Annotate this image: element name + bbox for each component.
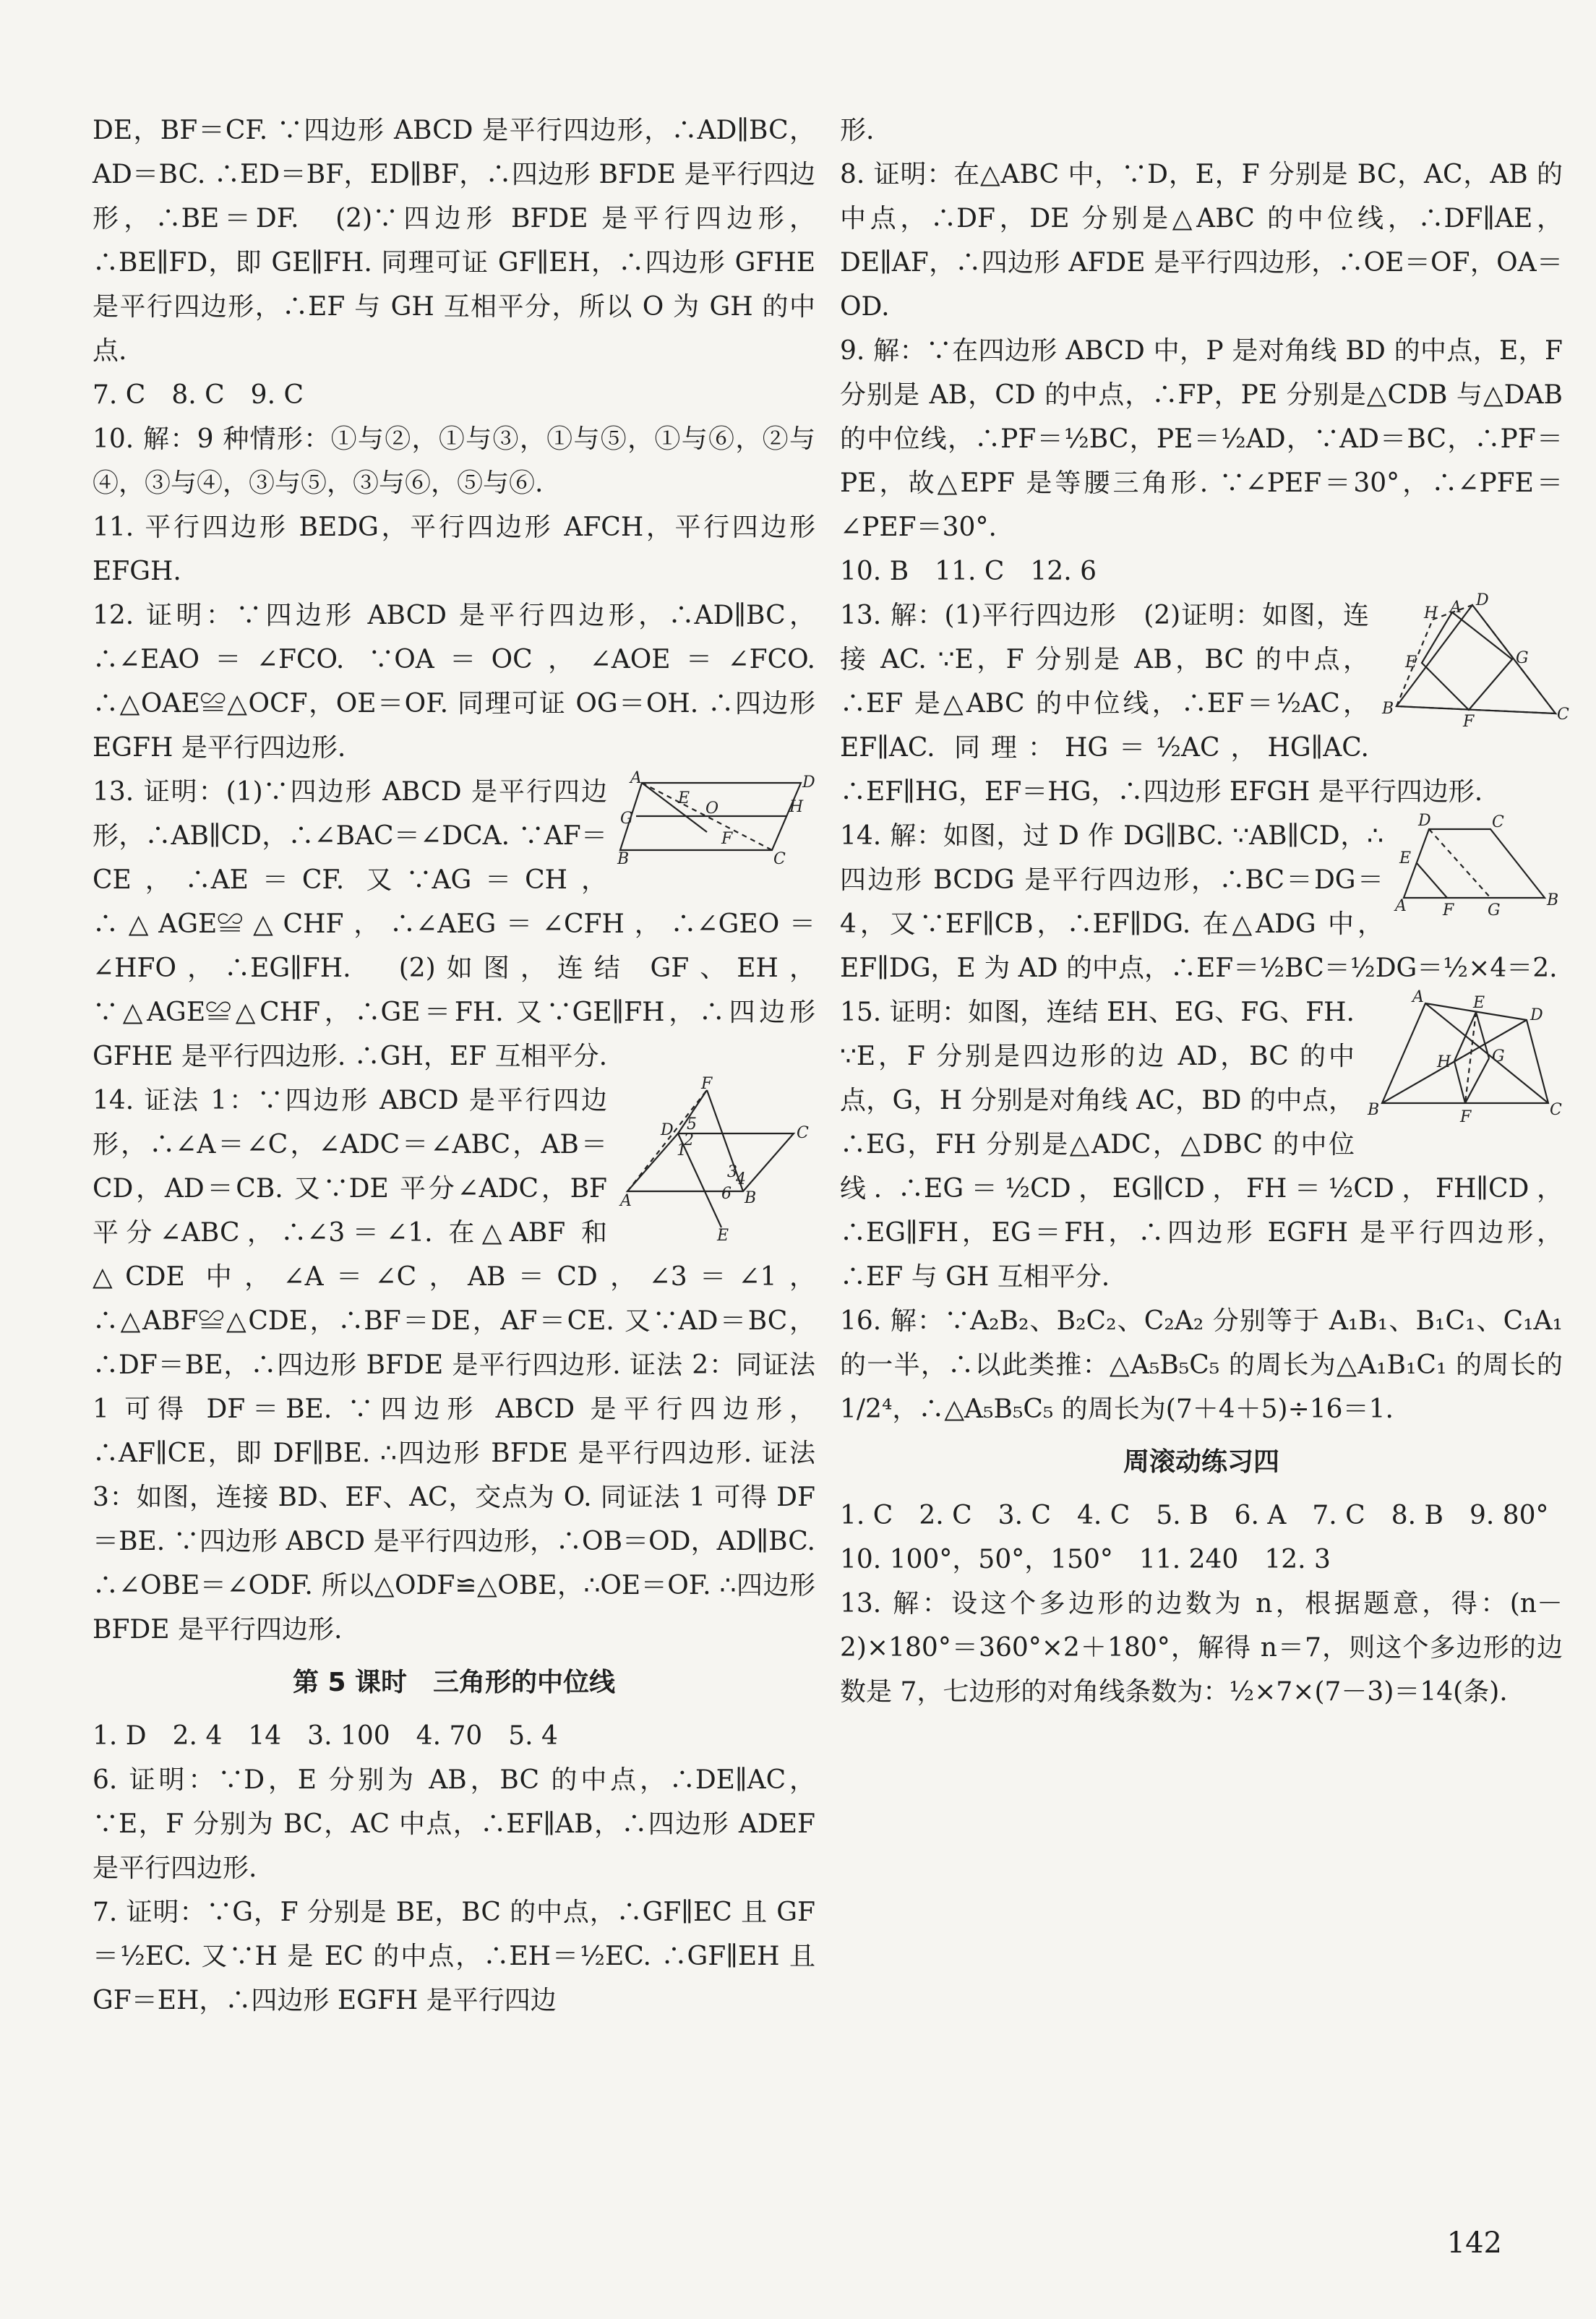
answer-text: 13. 解：(1)平行四边形 (2)证明：如图，连接 AC. ∵E，F 分别是 AB，BC 的中点，∴EF 是△ABC 的中位线，∴EF＝½AC，EF∥AC. 同理：HG＝½AC，HG∥AC. ∴EF∥HG，EF＝HG，∴四边形 EFGH 是平行四边形. xyxy=(840,601,1483,807)
answer-paragraph xyxy=(840,1299,1571,1431)
label-F: F xyxy=(721,830,733,848)
answer-text: 12. 证明：∵四边形 ABCD 是平行四边形，∴AD∥BC，∴∠EAO＝∠FCO. ∵OA＝OC，∠AOE＝∠FCO. ∴△OAE≌△OCF，OE＝OF. 同理可证 OG＝OH. ∴四边形 EGFH 是平行四边形. xyxy=(93,601,824,763)
figure-15-quadrilateral xyxy=(1368,988,1563,1126)
answer-text: 16. 解：∵A₂B₂、B₂C₂、C₂A₂ 分别等于 A₁B₁、B₁C₁、C₁A₁ 的一半，∴以此类推：△A₅B₅C₅ 的周长为△A₁B₁C₁ 的周长的 1/2⁴，∴△A₅B₅C₅ 的周长为(7＋4＋5)÷16＝1. xyxy=(840,1306,1571,1424)
right-column xyxy=(840,108,1571,1714)
label-B: B xyxy=(745,1189,757,1207)
answer-paragraph xyxy=(840,153,1563,329)
label-A: A xyxy=(1412,988,1424,1006)
label-E: E xyxy=(678,789,690,807)
label-G: G xyxy=(1516,649,1529,667)
label-E: E xyxy=(1473,994,1485,1012)
answer-paragraph xyxy=(840,1493,1563,1538)
answer-paragraph xyxy=(93,769,824,1079)
label-D: D xyxy=(1530,1006,1543,1024)
label-H: H xyxy=(1424,604,1438,622)
label-E: E xyxy=(1405,653,1417,672)
section-heading: 第 5 课时 三角形的中位线 xyxy=(292,1668,616,1697)
label-A: A xyxy=(1450,599,1462,617)
answer-paragraph xyxy=(840,1582,1563,1714)
label-angle-1: 1 xyxy=(677,1141,687,1160)
answer-text: 15. 证明：如图，连结 EH、EG、FG、FH. ∵E，F 分别是四边形的边 AD，BC 的中点，G，H 分别是对角线 AC，BD 的中点，∴EG，FH 分别是△ADC，△DBC 的中位线. ∴EG＝½CD，EG∥CD，FH＝½CD，FH∥CD，∴EG∥FH，EG＝FH，∴四边形 EGFH 是平行四边形，∴EF 与 GH 互相平分. xyxy=(840,998,1563,1292)
answer-text: 10. 解：9 种情形：①与②，①与③，①与⑤，①与⑥，②与④，③与④，③与⑤，③与⑥，⑤与⑥. xyxy=(93,424,815,498)
label-angle-5: 5 xyxy=(687,1115,697,1133)
answer-paragraph xyxy=(93,108,824,373)
label-angle-3: 3 xyxy=(727,1163,737,1181)
label-G: G xyxy=(1492,1047,1505,1066)
answer-paragraph xyxy=(93,1758,824,1890)
label-F: F xyxy=(1460,1108,1472,1126)
answer-paragraph xyxy=(840,549,1563,593)
label-D: D xyxy=(802,773,815,792)
label-A: A xyxy=(630,769,642,787)
answer-text: 14. 证法 1：∵四边形 ABCD 是平行四边形，∴∠A＝∠C，∠ADC＝∠ABC，AB＝CD，AD＝CB. 又∵DE 平分∠ADC，BF 平分∠ABC，∴∠3＝∠1. 在△ABF 和△CDE 中，∠A＝∠C，AB＝CD，∠3＝∠1，∴△ABF≌△CDE，∴BF＝DE，AF＝CE. 又∵AD＝BC，∴DF＝BE，∴四边形 BFDE 是平行四边形. 证法 2：同证法 1 可得 DF＝BE. ∵四边形 ABCD 是平行四边形，∴AF∥CE，即 DF∥BE. ∴四边形 BFDE 是平行四边形. 证法 3：如图，连接 BD、EF、AC，交点为 O. 同证法 1 可得 DF＝BE. ∵四边形 ABCD 是平行四边形，∴OB＝OD，AD∥BC. ∴∠OBE＝∠ODF. 所以△ODF≌△OBE，∴OE＝OF. ∴四边形 BFDE 是平行四边形. xyxy=(93,1086,824,1645)
answer-paragraph xyxy=(93,505,824,593)
page-number: 142 xyxy=(1446,2226,1502,2260)
answer-text: 6. 证明：∵D，E 分别为 AB，BC 的中点，∴DE∥AC，∵E，F 分别为 BC，AC 中点，∴EF∥AB，∴四边形 ADEF 是平行四边形. xyxy=(93,1765,824,1883)
label-A: A xyxy=(1395,897,1407,915)
answer-text: 14. 解：如图，过 D 作 DG∥BC. ∵AB∥CD，∴四边形 BCDG 是平行四边形，∴BC＝DG＝4，又∵EF∥CB，∴EF∥DG. 在△ADG 中，EF∥DG，E 为 AD 的中点，∴EF＝½BC＝½DG＝½×4＝2. xyxy=(840,821,1558,983)
answer-paragraph xyxy=(840,108,1563,153)
label-C: C xyxy=(1550,1101,1562,1119)
label-D: D xyxy=(1418,812,1431,830)
label-D: D xyxy=(1476,591,1489,609)
label-B: B xyxy=(1368,1101,1380,1119)
label-B: B xyxy=(1547,891,1559,909)
answer-text: 11. 平行四边形 BEDG，平行四边形 AFCH，平行四边形 EFGH. xyxy=(93,513,824,586)
label-F: F xyxy=(701,1075,713,1093)
label-C: C xyxy=(797,1124,809,1142)
answer-paragraph xyxy=(840,1538,1563,1582)
figure-14-trapezoid xyxy=(1395,812,1563,920)
label-A: A xyxy=(620,1192,632,1210)
figure-13-quadrilateral xyxy=(1382,591,1569,731)
answer-text: 10. B 11. C 12. 6 xyxy=(840,557,1097,586)
label-H: H xyxy=(1437,1053,1451,1071)
answer-paragraph xyxy=(93,1890,824,2023)
answer-text: 9. 解：∵在四边形 ABCD 中，P 是对角线 BD 的中点，E，F 分别是 AB，CD 的中点，∴FP，PE 分别是△CDB 与△DAB 的中位线，∴PF＝½BC，PE＝½AD，∵AD＝BC，∴PF＝PE，故△EPF 是等腰三角形. ∵∠PEF＝30°，∴∠PFE＝∠PEF＝30°. xyxy=(840,336,1571,542)
answer-text: 1. D 2. 4 14 3. 100 4. 70 5. 4 xyxy=(93,1721,558,1751)
label-F: F xyxy=(1443,901,1454,920)
answer-paragraph xyxy=(840,814,1563,990)
label-C: C xyxy=(1557,706,1569,724)
label-H: H xyxy=(789,798,804,816)
answer-paragraph xyxy=(93,593,824,770)
answer-paragraph xyxy=(840,990,1563,1299)
answer-paragraph xyxy=(840,329,1571,549)
label-B: B xyxy=(1382,700,1394,718)
label-angle-4: 4 xyxy=(736,1170,746,1188)
label-C: C xyxy=(773,850,786,868)
left-column xyxy=(93,108,824,2023)
label-O: O xyxy=(705,800,719,818)
answer-paragraph xyxy=(93,417,815,505)
answer-text: 形. xyxy=(840,116,875,145)
answer-paragraph xyxy=(93,1075,824,1652)
section-heading: 周滚动练习四 xyxy=(1123,1447,1279,1477)
answer-text: 1. C 2. C 3. C 4. C 5. B 6. A 7. C 8. B 9. 80° xyxy=(840,1501,1549,1530)
label-G: G xyxy=(1488,901,1501,920)
answer-paragraph xyxy=(840,591,1569,814)
figure-13-parallelogram xyxy=(617,769,815,868)
label-E: E xyxy=(717,1227,729,1245)
label-D: D xyxy=(661,1121,674,1139)
figure-14-parallelogram-1 xyxy=(620,1075,815,1245)
answer-text: 13. 解：设这个多边形的边数为 n，根据题意，得：(n－2)×180°＝360°×2＋180°，解得 n＝7，则这个多边形的边数是 7，七边形的对角线条数为：½×7×(7－3)＝14(条). xyxy=(840,1589,1563,1707)
label-G: G xyxy=(620,810,633,828)
label-angle-2: 2 xyxy=(684,1131,694,1149)
answer-text: 8. 证明：在△ABC 中，∵D，E，F 分别是 BC，AC，AB 的中点，∴DF，DE 分别是△ABC 的中位线，∴DF∥AE，DE∥AF，∴四边形 AFDE 是平行四边形，∴OE＝OF，OA＝OD. xyxy=(840,160,1563,322)
label-C: C xyxy=(1492,813,1504,831)
label-B: B xyxy=(617,850,630,868)
label-E: E xyxy=(1399,849,1412,867)
label-F: F xyxy=(1463,713,1475,731)
answer-paragraph xyxy=(93,1714,815,1758)
answer-text: 7. C 8. C 9. C xyxy=(93,380,304,410)
answer-paragraph xyxy=(93,373,815,417)
answer-text: 10. 100°，50°，150° 11. 240 12. 3 xyxy=(840,1545,1331,1574)
label-angle-6: 6 xyxy=(721,1185,732,1203)
answer-text: DE，BF＝CF. ∵四边形 ABCD 是平行四边形，∴AD∥BC，AD＝BC. ∴ED＝BF，ED∥BF，∴四边形 BFDE 是平行四边形，∴BE＝DF. (2)∵四边形 BFDE 是平行四边形，∴BE∥FD，即 GE∥FH. 同理可证 GF∥EH，∴四边形 GFHE 是平行四边形，∴EF 与 GH 互相平分，所以 O 为 GH 的中点. xyxy=(93,116,824,366)
answer-text: 13. 证明：(1)∵四边形 ABCD 是平行四边形，∴AB∥CD，∴∠BAC＝∠DCA. ∵AF＝CE，∴AE＝CF. 又∵AG＝CH，∴△AGE≌△CHF，∴∠AEG＝∠CFH，∴∠GEO＝∠HFO，∴EG∥FH. (2)如图，连结 GF、EH，∵△AGE≌△CHF，∴GE＝FH. 又∵GE∥FH，∴四边形 GFHE 是平行四边形. ∴GH，EF 互相平分. xyxy=(93,777,824,1071)
answer-text: 7. 证明：∵G，F 分别是 BE，BC 的中点，∴GF∥EC 且 GF＝½EC. 又∵H 是 EC 的中点，∴EH＝½EC. ∴GF∥EH 且 GF＝EH，∴四边形 EGFH 是平行四边 xyxy=(93,1898,824,2015)
